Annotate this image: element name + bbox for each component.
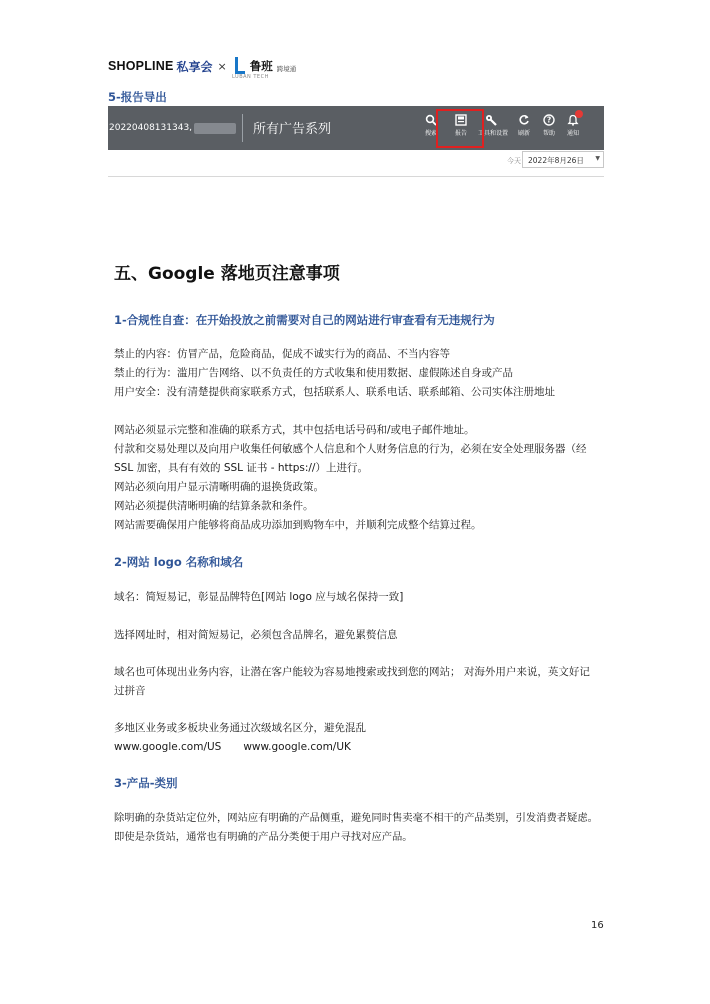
domain-url-row [114, 738, 366, 757]
brand-logos [108, 56, 296, 76]
ads-screenshot [108, 106, 604, 178]
domain-text: 多地区业务或多板块业务通过次级域名区分，避免混乱 [114, 722, 366, 734]
domain-text: 域名：简短易记，彰显品牌特色[网站 logo 应与域名保持一致] [114, 591, 404, 603]
luban-logo-text: 鲁班 [249, 59, 273, 73]
url-us: www.google.com/US [114, 741, 222, 753]
wrench-icon [485, 114, 497, 126]
main-heading: 五、Google 落地页注意事项 [114, 264, 340, 284]
notification-badge [575, 110, 583, 118]
campaigns-title: 所有广告系列 [253, 122, 332, 137]
redacted-account-name [194, 123, 236, 134]
domain-para-2 [114, 626, 398, 645]
help-label: 帮助 [542, 130, 555, 137]
requirement-line: 网站需要确保用户能够将商品成功添加到购物车中，并顺利完成整个结算过程。 [114, 519, 482, 531]
luban-logo-icon [233, 56, 245, 76]
compliance-heading: 1-合规性自查：在开始投放之前需要对自己的网站进行审查看有无违规行为 [114, 313, 495, 327]
page-number: 16 [591, 920, 604, 931]
date-range-selector[interactable] [522, 151, 604, 168]
requirement-line: SSL 加密，具有有效的 SSL 证书 - https://）上进行。 [114, 462, 368, 474]
domain-para-3 [114, 663, 590, 701]
prohibited-list [114, 345, 555, 402]
svg-text:?: ? [546, 115, 552, 125]
account-id: 20220408131343, [109, 123, 193, 133]
product-para [114, 809, 598, 847]
requirement-line: 付款和交易处理以及向用户收集任何敏感个人信息和个人财务信息的行为，必须在安全处理服务器（经 [114, 443, 587, 455]
user-safety-line: 用户安全：没有清楚提供商家联系方式，包括联系人、联系电话、联系邮箱、公司实体注册地址 [114, 386, 555, 398]
notifications-label: 通知 [566, 130, 579, 137]
screenshot-bottom-rule [108, 176, 604, 177]
cross-separator: × [217, 59, 227, 73]
toolbar-divider [242, 114, 243, 142]
prohibited-behavior-line: 禁止的行为：滥用广告网络、以不负责任的方式收集和使用数据、虚假陈述自身或产品 [114, 367, 513, 379]
luban-logo-subtext: LUBAN TECH [232, 74, 269, 80]
product-line: 即使是杂货站，通常也有明确的产品分类便于用户寻找对应产品。 [114, 831, 413, 843]
domain-para-4 [114, 719, 366, 757]
help-icon [543, 114, 555, 126]
tools-settings-label: 工具和设置 [478, 130, 509, 137]
domain-text: 选择网址时，相对简短易记，必须包含品牌名，避免累赘信息 [114, 629, 398, 641]
chevron-down-icon: ▼ [595, 155, 600, 162]
domain-text: 过拼音 [114, 685, 146, 697]
domain-heading: 2-网站 logo 名称和域名 [114, 555, 244, 569]
section5-heading: 5-报告导出 [108, 90, 167, 104]
notifications-button[interactable] [560, 112, 586, 146]
prohibited-content-line: 禁止的内容：仿冒产品，危险商品，促成不诚实行为的商品、不当内容等 [114, 348, 450, 360]
product-line: 除明确的杂货站定位外，网站应有明确的产品侧重，避免同时售卖毫不相干的产品类别，引发消费者疑虑。 [114, 812, 598, 824]
kuajing-logo-text: 跨境通 [276, 65, 297, 73]
domain-text: 域名也可体现出业务内容，让潜在客户能较为容易地搜索或找到您的网站； 对海外用户来说，英文好记 [114, 666, 590, 678]
sixiang-logo-text: 私享会 [176, 59, 213, 74]
help-button[interactable] [536, 112, 562, 146]
domain-para-1 [114, 588, 403, 607]
site-requirements [114, 421, 587, 535]
date-value: 2022年8月26日 [528, 156, 584, 165]
requirement-line: 网站必须提供清晰明确的结算条款和条件。 [114, 500, 314, 512]
report-highlight-box [436, 109, 484, 148]
requirement-line: 网站必须显示完整和准确的联系方式，其中包括电话号码和/或电子邮件地址。 [114, 424, 475, 436]
refresh-icon [518, 114, 530, 126]
ads-toolbar [108, 106, 604, 150]
refresh-label: 刷新 [517, 130, 530, 137]
requirement-line: 网站必须向用户显示清晰明确的退换货政策。 [114, 481, 324, 493]
search-tool-label: 搜索 [424, 130, 437, 137]
refresh-button[interactable] [511, 112, 537, 146]
url-uk: www.google.com/UK [243, 741, 351, 753]
shopline-logo: SHOPLINE [108, 59, 174, 73]
today-label: 今天 [507, 157, 521, 165]
product-heading: 3-产品-类别 [114, 776, 178, 790]
report-tool-label: 报告 [454, 130, 467, 137]
